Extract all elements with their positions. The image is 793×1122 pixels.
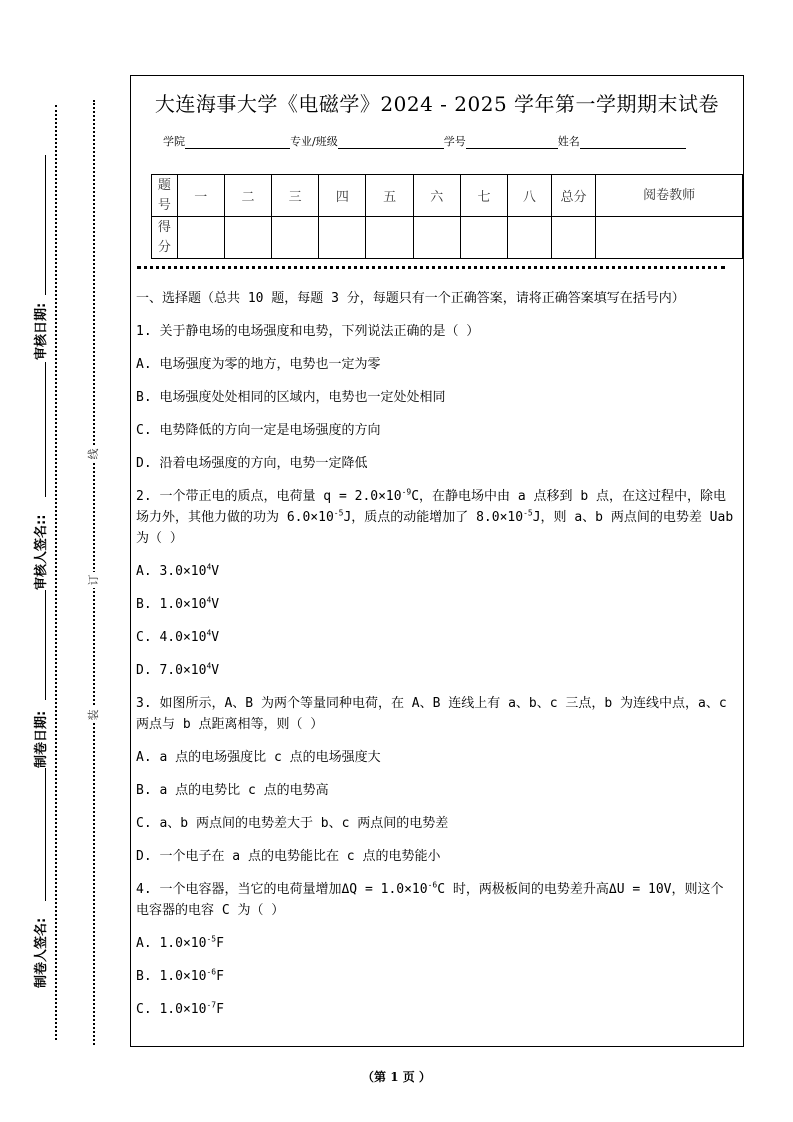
- score-table: [151, 174, 743, 259]
- score-cell-2[interactable]: [224, 217, 271, 259]
- q4c-base: C. 1.0×10: [136, 1002, 207, 1017]
- q1-option-c: C. 电势降低的方向一定是电场强度的方向: [136, 423, 381, 438]
- q4a-exp: -5: [206, 934, 217, 944]
- q3-option-b: B. a 点的电势比 c 点的电势高: [136, 783, 329, 798]
- questions-content: [136, 288, 736, 1032]
- col-5: 五: [366, 175, 413, 217]
- outer-dotted-line: [55, 105, 57, 1040]
- preparer-sign-line: [45, 768, 46, 901]
- q2d-unit: V: [211, 663, 220, 678]
- q4a-base: A. 1.0×10: [136, 936, 207, 951]
- student-id-field[interactable]: [466, 134, 558, 149]
- score-cell-1[interactable]: [177, 217, 224, 259]
- q2b-exp: 4: [206, 595, 212, 605]
- q2-option-b: [136, 594, 736, 615]
- question-2-stem: [136, 486, 736, 549]
- q2-option-a: [136, 561, 736, 582]
- score-cell-total[interactable]: [551, 217, 596, 259]
- student-id-label: 学号: [443, 135, 466, 148]
- col-6: 六: [413, 175, 460, 217]
- binding-char-xian: 线: [86, 446, 102, 462]
- col-3: 三: [272, 175, 319, 217]
- score-cell-5[interactable]: [366, 217, 413, 259]
- q2a-base: A. 3.0×10: [136, 564, 207, 579]
- college-field[interactable]: [185, 134, 290, 149]
- q2-exp: -5: [333, 508, 344, 518]
- score-cell-4[interactable]: [319, 217, 366, 259]
- question-number-head: 题号: [152, 175, 178, 217]
- score-cell-7[interactable]: [460, 217, 507, 259]
- q2d-exp: 4: [206, 661, 212, 671]
- q2c-base: C. 4.0×10: [136, 630, 207, 645]
- q2a-unit: V: [211, 564, 220, 579]
- binding-char-zhuang: 装: [86, 707, 102, 723]
- q4-option-b: [136, 966, 736, 987]
- q2-stem-part: J，质点的动能增加了 8.0×10: [343, 510, 524, 525]
- q4-stem-part: 4. 一个电容器，当它的电荷量增加ΔQ = 1.0×10: [136, 882, 428, 897]
- reviewer-sign-label: 审核人签名::: [34, 514, 49, 590]
- q2c-exp: 4: [206, 628, 212, 638]
- q4-option-a: [136, 933, 736, 954]
- q2-option-d: [136, 660, 736, 681]
- q2-stem-part: 2. 一个带正电的质点，电荷量 q = 2.0×10: [136, 489, 402, 504]
- q2d-base: D. 7.0×10: [136, 663, 207, 678]
- q3-option-d: D. 一个电子在 a 点的电势能比在 c 点的电势能小: [136, 849, 441, 864]
- prep-date-label: 制卷日期:: [34, 710, 49, 768]
- q4c-unit: F: [216, 1002, 224, 1017]
- student-info-row: [163, 133, 686, 149]
- review-date-line: [45, 155, 46, 295]
- q2-stem-part: C，在静电场中由 a 点移到 b 点，在这过程中，除电场力外，其他力做的功为 6.0×10: [136, 489, 727, 525]
- col-grader: 阅卷教师: [596, 175, 743, 217]
- binding-char-ding: 订: [86, 572, 102, 588]
- section-heading: 一、选择题（总共 10 题，每题 3 分，每题只有一个正确答案，请将正确答案填写在括号内）: [136, 291, 685, 306]
- prep-date-line: [45, 590, 46, 700]
- col-8: 八: [508, 175, 552, 217]
- q2-option-c: [136, 627, 736, 648]
- dotted-separator: [137, 266, 725, 269]
- q3-option-c: C. a、b 两点间的电势差大于 b、c 两点间的电势差: [136, 816, 449, 831]
- q4-exp: -6: [427, 880, 438, 890]
- score-cell-8[interactable]: [508, 217, 552, 259]
- score-table-header-row: [152, 175, 743, 217]
- score-head: 得分: [152, 217, 178, 259]
- col-4: 四: [319, 175, 366, 217]
- q2b-base: B. 1.0×10: [136, 597, 207, 612]
- q4b-base: B. 1.0×10: [136, 969, 207, 984]
- score-cell-3[interactable]: [272, 217, 319, 259]
- col-7: 七: [460, 175, 507, 217]
- q4b-unit: F: [216, 969, 224, 984]
- question-3-stem: 3. 如图所示，A、B 为两个等量同种电荷，在 A、B 连线上有 a、b、c 三点，b 为连线中点，a、c 两点与 b 点距离相等，则（ ）: [136, 696, 727, 732]
- name-label: 姓名: [557, 135, 580, 148]
- q1-option-a: A. 电场强度为零的地方，电势也一定为零: [136, 357, 381, 372]
- q4a-unit: F: [216, 936, 224, 951]
- score-cell-6[interactable]: [413, 217, 460, 259]
- question-1-stem: 1. 关于静电场的电场强度和电势，下列说法正确的是（ ）: [136, 324, 480, 339]
- exam-frame: [130, 75, 744, 1047]
- name-field[interactable]: [580, 134, 686, 149]
- q1-option-d: D. 沿着电场强度的方向，电势一定降低: [136, 456, 368, 471]
- q2a-exp: 4: [206, 562, 212, 572]
- exam-title: 大连海事大学《电磁学》2024 - 2025 学年第一学期期末试卷: [154, 92, 720, 116]
- col-2: 二: [224, 175, 271, 217]
- question-4-stem: [136, 879, 736, 921]
- binding-margin: [0, 0, 130, 1122]
- reviewer-sign-line: [45, 362, 46, 497]
- q1-option-b: B. 电场强度处处相同的区域内，电势也一定处处相同: [136, 390, 446, 405]
- q4c-exp: -7: [206, 1000, 217, 1010]
- col-total: 总分: [551, 175, 596, 217]
- q4-option-c: [136, 999, 736, 1020]
- preparer-sign-label: 制卷人签名:: [34, 917, 49, 988]
- q4-stem-part: C 时，两极板间的电势差升高ΔU = 10V，则这个电容器的电容 C 为（ ）: [136, 882, 724, 918]
- college-label: 学院: [163, 135, 185, 148]
- review-date-label: 审核日期:: [34, 302, 49, 360]
- score-cell-grader[interactable]: [596, 217, 743, 259]
- score-table-score-row: [152, 217, 743, 259]
- major-class-label: 专业/班级: [290, 135, 338, 148]
- major-class-field[interactable]: [338, 134, 444, 149]
- col-1: 一: [177, 175, 224, 217]
- page-number: （第 1 页 ）: [362, 1070, 431, 1084]
- q2c-unit: V: [211, 630, 220, 645]
- q2b-unit: V: [211, 597, 220, 612]
- q3-option-a: A. a 点的电场强度比 c 点的电场强度大: [136, 750, 381, 765]
- q2-stem-part: J，则 a、b 两点间的电势差 Uab 为（ ）: [136, 510, 734, 546]
- q4b-exp: -6: [206, 967, 217, 977]
- q2-exp: -9: [401, 487, 412, 497]
- q2-exp: -5: [523, 508, 533, 518]
